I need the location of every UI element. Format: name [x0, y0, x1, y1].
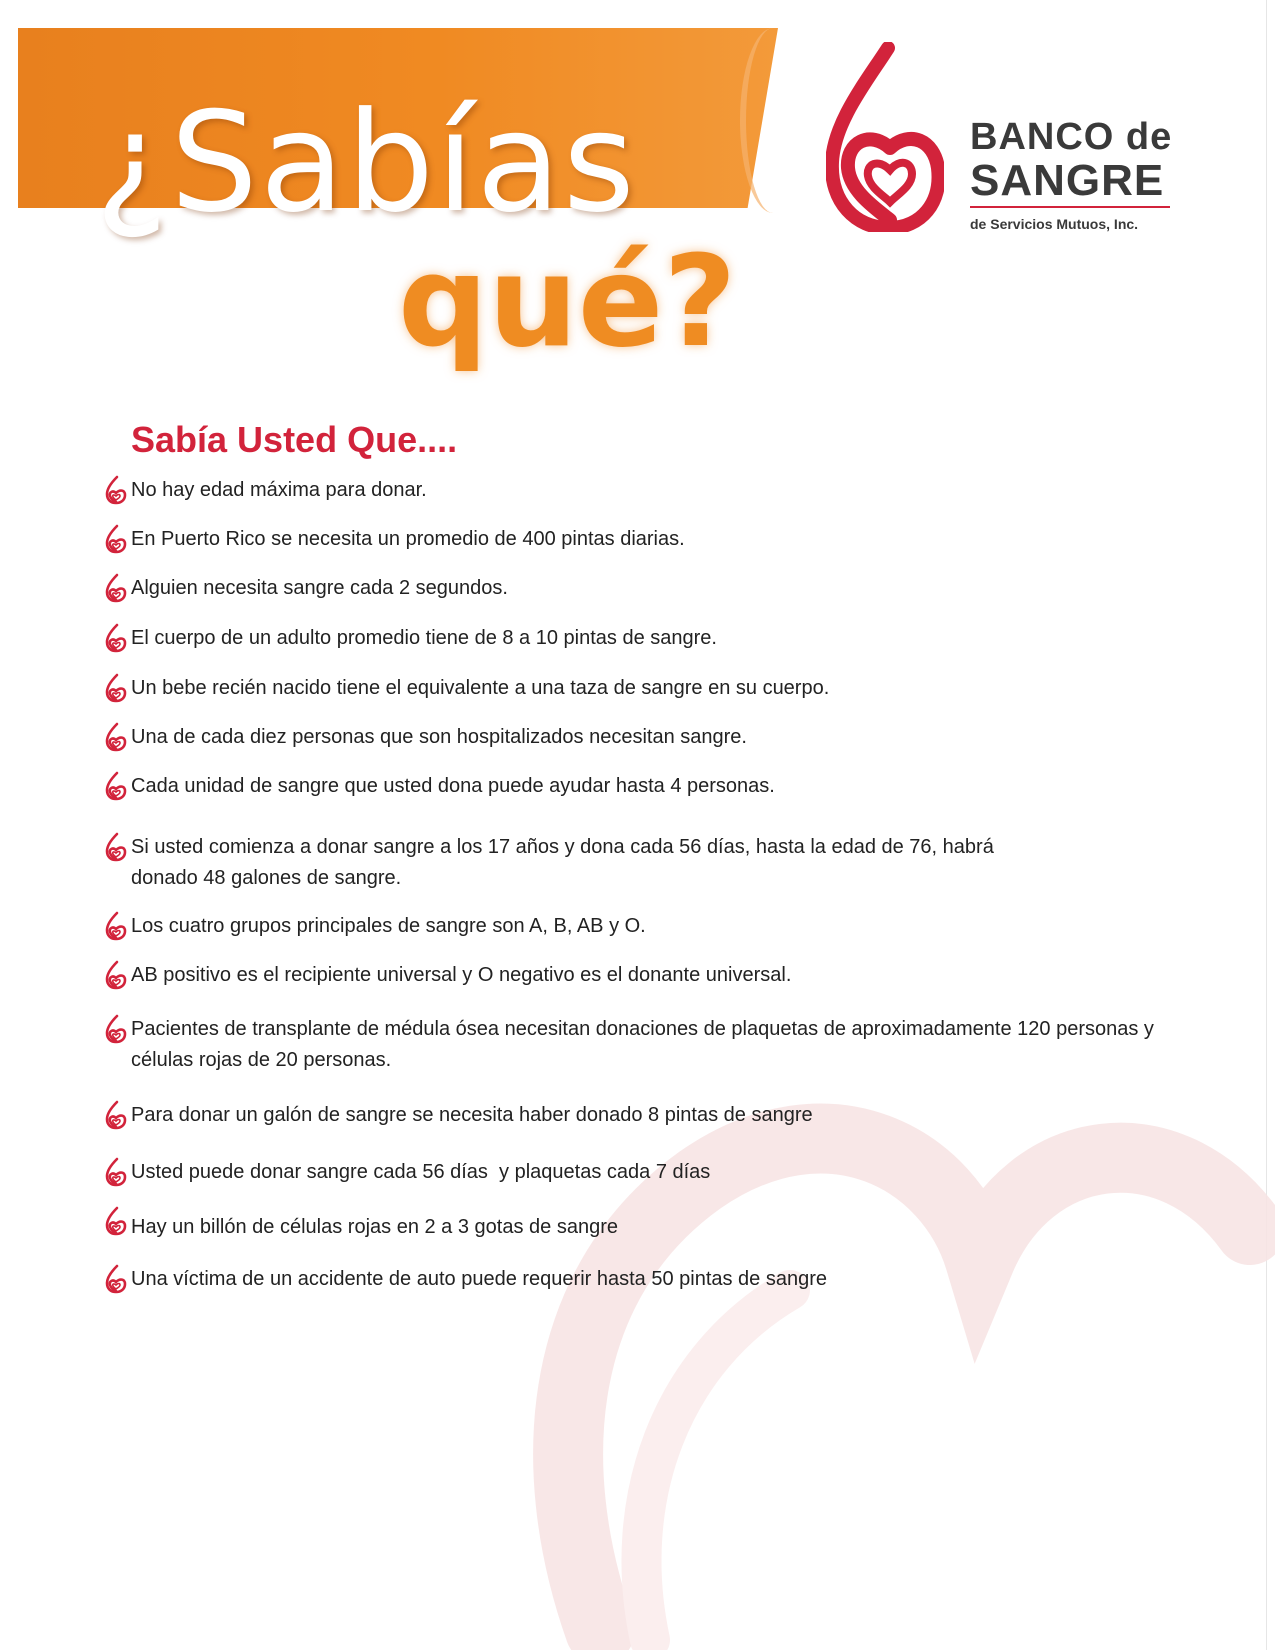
blood-drop-heart-icon: [105, 911, 127, 941]
blood-drop-heart-icon: [105, 673, 127, 703]
blood-drop-heart-icon: [105, 771, 127, 801]
fact-text: No hay edad máxima para donar.: [131, 479, 427, 501]
fact-text: El cuerpo de un adulto promedio tiene de 8 a 10 pintas de sangre.: [131, 627, 717, 649]
blood-drop-heart-icon: [105, 573, 127, 603]
fact-text: Usted puede donar sangre cada 56 días y plaquetas cada 7 días: [131, 1161, 711, 1183]
fact-text: Cada unidad de sangre que usted dona puede ayudar hasta 4 personas.: [131, 775, 775, 797]
logo-line1: BANCO de: [970, 116, 1173, 158]
page-title-line2: qué?: [398, 228, 737, 375]
fact-text: Una de cada diez personas que son hospitalizados necesitan sangre.: [131, 726, 747, 748]
fact-text: Pacientes de transplante de médula ósea necesitan donaciones de plaquetas de aproximadamente 120 personas y células rojas de 20 personas.: [131, 1018, 1154, 1071]
blood-drop-heart-icon: [105, 475, 127, 505]
banco-de-sangre-logo: [826, 42, 1186, 242]
fact-text: Los cuatro grupos principales de sangre son A, B, AB y O.: [131, 915, 646, 937]
blood-drop-heart-icon: [105, 722, 127, 752]
blood-drop-heart-icon: [105, 960, 127, 990]
blood-drop-heart-icon: [105, 524, 127, 554]
blood-drop-heart-icon: [105, 832, 127, 862]
page-title-line1: ¿Sabías: [95, 82, 637, 243]
logo-divider: [970, 206, 1170, 208]
fact-text: Hay un billón de células rojas en 2 a 3 gotas de sangre: [131, 1216, 618, 1238]
logo-wordmark: [970, 116, 1180, 236]
blood-drop-heart-icon: [826, 42, 944, 232]
blood-drop-heart-icon: [105, 1100, 127, 1130]
blood-drop-heart-icon: [105, 1264, 127, 1294]
blood-drop-heart-icon: [105, 1014, 127, 1044]
fact-text: Un bebe recién nacido tiene el equivalente a una taza de sangre en su cuerpo.: [131, 677, 830, 699]
section-heading: Sabía Usted Que....: [131, 419, 458, 460]
logo-line3: de Servicios Mutuos, Inc.: [970, 216, 1139, 232]
fact-text: Para donar un galón de sangre se necesita haber donado 8 pintas de sangre: [131, 1104, 813, 1126]
blood-drop-heart-icon: [105, 1157, 127, 1187]
blood-drop-heart-icon: [105, 1206, 127, 1236]
fact-text: Alguien necesita sangre cada 2 segundos.: [131, 577, 508, 599]
logo-line2: SANGRE: [970, 156, 1165, 205]
fact-text: Una víctima de un accidente de auto puede requerir hasta 50 pintas de sangre: [131, 1268, 828, 1290]
fact-text: AB positivo es el recipiente universal y O negativo es el donante universal.: [131, 964, 792, 986]
banner-arc: [740, 28, 806, 213]
fact-text: En Puerto Rico se necesita un promedio de 400 pintas diarias.: [131, 528, 685, 550]
fact-text: Si usted comienza a donar sangre a los 17 años y dona cada 56 días, hasta la edad de 76, habrá donado 48 galones de sangre.: [131, 836, 994, 889]
blood-drop-heart-icon: [105, 623, 127, 653]
